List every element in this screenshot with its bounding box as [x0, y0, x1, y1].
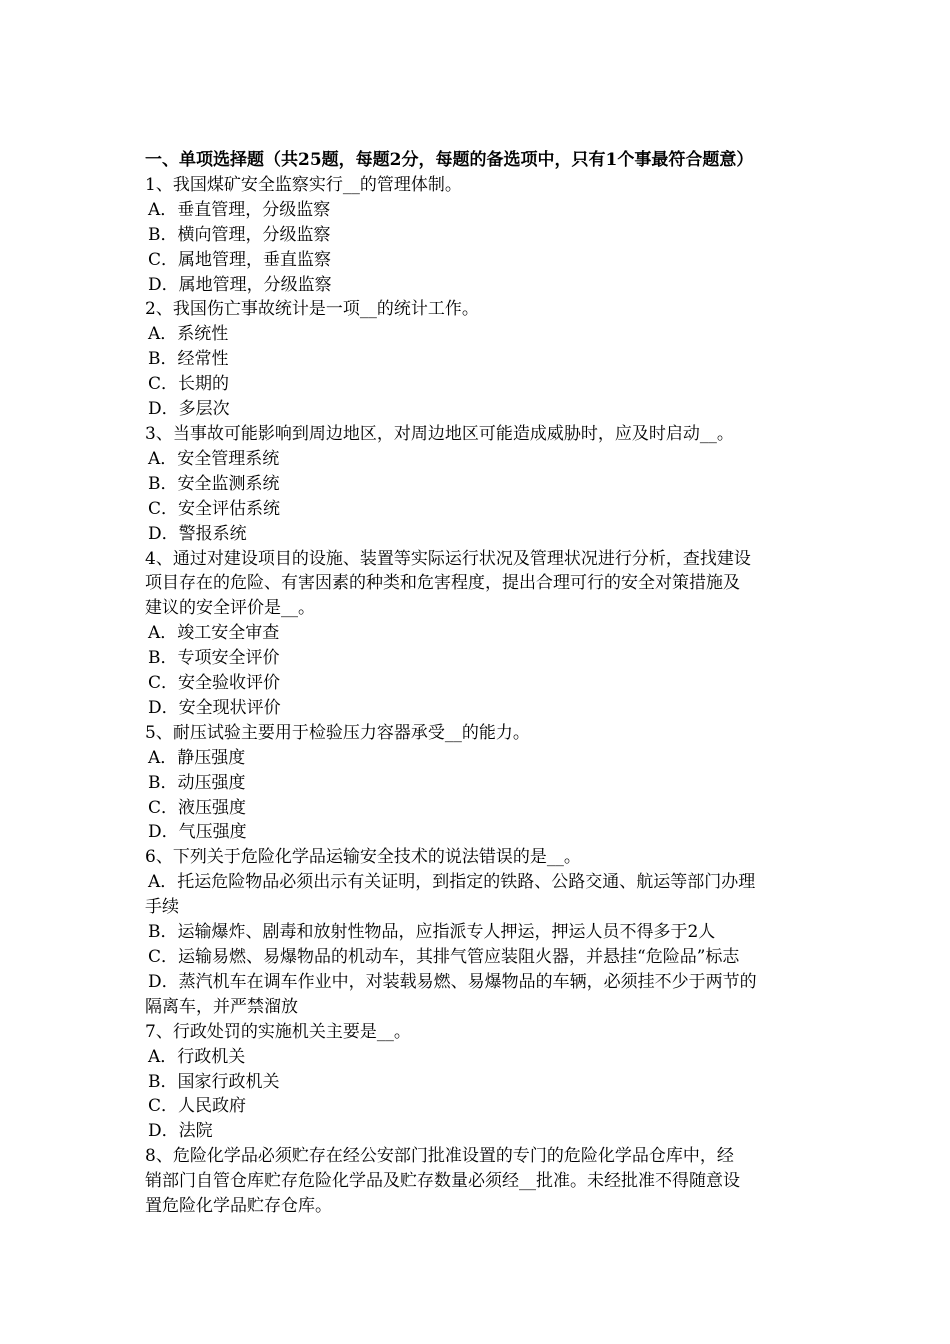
question-1 [145, 173, 810, 298]
question-stem-line: 8、危险化学品必须贮存在经公安部门批准设置的专门的危险化学品仓库中，经 [145, 1146, 734, 1167]
option-b: B．专项安全评价 [148, 648, 280, 669]
document-page [145, 148, 810, 1219]
option-d: D．警报系统 [148, 523, 247, 544]
option-b: B．安全监测系统 [148, 473, 280, 494]
option-c: C．安全评估系统 [148, 498, 281, 519]
option-a: A．系统性 [148, 324, 229, 345]
option-d: D．多层次 [148, 399, 230, 420]
question-3 [145, 422, 810, 547]
option-a: A．静压强度 [148, 747, 246, 768]
option-b: B．国家行政机关 [148, 1071, 280, 1092]
option-d: D．安全现状评价 [148, 697, 281, 718]
question-8 [145, 1144, 810, 1219]
option-c: C．安全验收评价 [148, 673, 281, 694]
option-b: B．经常性 [148, 349, 229, 370]
option-d: D．法院 [148, 1121, 213, 1142]
question-5 [145, 721, 810, 846]
question-stem: 2、我国伤亡事故统计是一项__的统计工作。 [145, 299, 479, 320]
option-c: C．液压强度 [148, 797, 247, 818]
option-a-line: 手续 [145, 897, 179, 918]
option-b: B．横向管理，分级监察 [148, 224, 331, 245]
option-c: C．长期的 [148, 374, 230, 395]
question-stem: 6、下列关于危险化学品运输安全技术的说法错误的是__。 [145, 847, 581, 868]
question-4 [145, 547, 810, 721]
section-heading: 一、单项选择题（共25题，每题2分，每题的备选项中，只有1个事最符合题意） [145, 150, 754, 170]
question-stem-line: 建议的安全评价是__。 [145, 598, 315, 619]
option-c: C．人民政府 [148, 1096, 247, 1117]
question-7 [145, 1020, 810, 1145]
question-stem: 1、我国煤矿安全监察实行__的管理体制。 [145, 174, 462, 195]
option-b: B．动压强度 [148, 772, 246, 793]
question-stem: 3、当事故可能影响到周边地区，对周边地区可能造成威胁时，应及时启动__。 [145, 423, 734, 444]
option-d: D．气压强度 [148, 822, 247, 843]
option-a: A．安全管理系统 [148, 448, 280, 469]
option-a: A．竣工安全审查 [148, 623, 280, 644]
question-stem-line: 销部门自管仓库贮存危险化学品及贮存数量必须经__批准。未经批准不得随意设 [145, 1171, 740, 1192]
option-c: C．运输易燃、易爆物品的机动车，其排气管应装阻火器，并悬挂“危险品”标志 [148, 947, 740, 967]
question-stem-line: 项目存在的危险、有害因素的种类和危害程度，提出合理可行的安全对策措施及 [145, 573, 740, 594]
question-stem: 5、耐压试验主要用于检验压力容器承受__的能力。 [145, 722, 530, 743]
option-d-line: D．蒸汽机车在调车作业中，对装载易燃、易爆物品的车辆，必须挂不少于两节的 [148, 971, 757, 992]
question-stem-line: 置危险化学品贮存仓库。 [145, 1196, 332, 1217]
question-2 [145, 297, 810, 422]
option-c: C．属地管理，垂直监察 [148, 249, 332, 270]
option-d: D．属地管理，分级监察 [148, 274, 332, 295]
option-a-line: A．托运危险物品必须出示有关证明，到指定的铁路、公路交通、航运等部门办理 [148, 872, 756, 893]
question-stem: 7、行政处罚的实施机关主要是__。 [145, 1021, 411, 1042]
question-stem-line: 4、通过对建设项目的设施、装置等实际运行状况及管理状况进行分析，查找建设 [145, 548, 751, 569]
option-b: B．运输爆炸、剧毒和放射性物品，应指派专人押运，押运人员不得多于2人 [148, 922, 716, 943]
option-a: A．行政机关 [148, 1046, 246, 1067]
question-6 [145, 845, 810, 1019]
option-d-line: 隔离车，并严禁溜放 [145, 996, 298, 1017]
option-a: A．垂直管理，分级监察 [148, 199, 331, 220]
